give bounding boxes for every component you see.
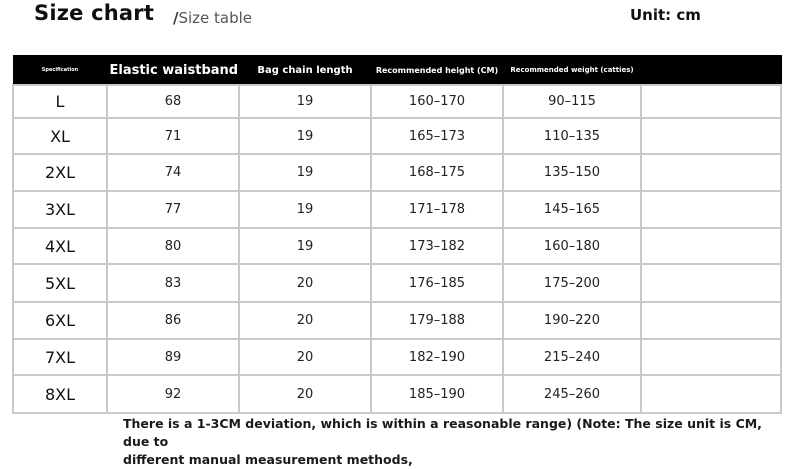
weight-cell: 145–165 [503,191,641,228]
deviation-note [123,415,788,469]
chain-length-cell: 19 [239,118,371,154]
height-cell: 179–188 [371,302,503,339]
empty-cell [641,191,781,228]
size-cell: 7XL [13,339,107,375]
table-row [13,264,781,302]
weight-cell: 135–150 [503,154,641,191]
subtitle-text: Size table [178,9,253,27]
table-row [13,375,781,413]
waistband-cell: 68 [107,85,239,118]
weight-cell: 190–220 [503,302,641,339]
table-row [13,191,781,228]
header-specification: Specification [13,56,107,86]
weight-cell: 90–115 [503,85,641,118]
size-cell: XL [13,118,107,154]
height-cell: 168–175 [371,154,503,191]
height-cell: 182–190 [371,339,503,375]
weight-cell: 175–200 [503,264,641,302]
size-cell: 5XL [13,264,107,302]
height-cell: 171–178 [371,191,503,228]
chain-length-cell: 20 [239,339,371,375]
weight-cell: 110–135 [503,118,641,154]
table-row [13,85,781,118]
waistband-cell: 86 [107,302,239,339]
chain-length-cell: 20 [239,302,371,339]
waistband-cell: 83 [107,264,239,302]
size-cell: 3XL [13,191,107,228]
table-row [13,302,781,339]
empty-cell [641,302,781,339]
header-empty [641,56,781,86]
empty-cell [641,85,781,118]
waistband-cell: 92 [107,375,239,413]
table-header-row [13,56,781,86]
waistband-cell: 89 [107,339,239,375]
table-row [13,339,781,375]
size-table [12,55,782,414]
waistband-cell: 77 [107,191,239,228]
size-cell: 8XL [13,375,107,413]
size-cell: 2XL [13,154,107,191]
empty-cell [641,339,781,375]
empty-cell [641,375,781,413]
weight-cell: 160–180 [503,228,641,264]
chain-length-cell: 19 [239,154,371,191]
table-row [13,154,781,191]
height-cell: 185–190 [371,375,503,413]
page-title: Size chart [34,1,155,25]
subtitle-slash: / [173,9,179,27]
empty-cell [641,118,781,154]
size-cell: 6XL [13,302,107,339]
table-row [13,228,781,264]
deviation-note-line-2: different manual measurement methods, [123,452,413,467]
table-row [13,118,781,154]
page-subtitle [173,9,252,27]
height-cell: 173–182 [371,228,503,264]
header-elastic-waistband: Elastic waistband [107,56,239,86]
header-bag-chain-length: Bag chain length [239,56,371,86]
chain-length-cell: 19 [239,228,371,264]
chain-length-cell: 20 [239,375,371,413]
height-cell: 160–170 [371,85,503,118]
empty-cell [641,264,781,302]
chain-length-cell: 19 [239,85,371,118]
deviation-note-line-1: There is a 1-3CM deviation, which is within a reasonable range) (Note: The size unit is CM, due to [123,416,762,449]
weight-cell: 215–240 [503,339,641,375]
empty-cell [641,228,781,264]
height-cell: 176–185 [371,264,503,302]
height-cell: 165–173 [371,118,503,154]
header-recommended-height: Recommended height (CM) [371,56,503,86]
size-cell: 4XL [13,228,107,264]
size-cell: L [13,85,107,118]
unit-label: Unit: cm [630,6,701,24]
chain-length-cell: 20 [239,264,371,302]
waistband-cell: 80 [107,228,239,264]
header-recommended-weight: Recommended weight (catties) [503,56,641,86]
weight-cell: 245–260 [503,375,641,413]
chain-length-cell: 19 [239,191,371,228]
waistband-cell: 74 [107,154,239,191]
empty-cell [641,154,781,191]
waistband-cell: 71 [107,118,239,154]
